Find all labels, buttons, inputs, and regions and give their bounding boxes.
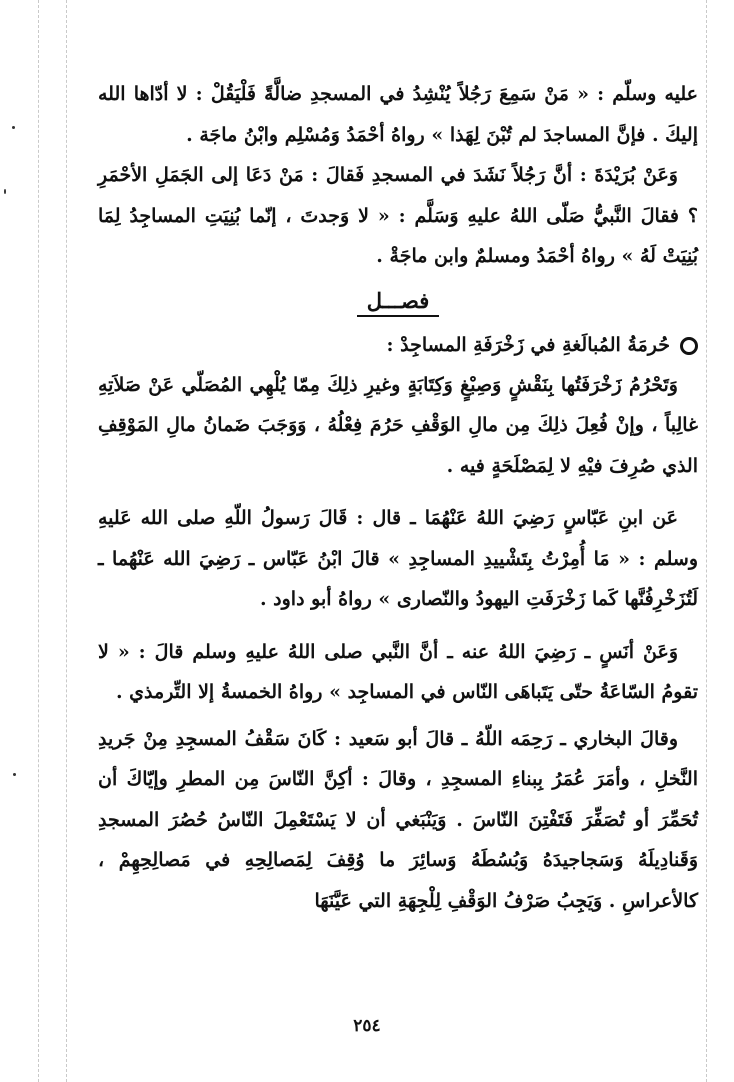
paragraph-hadith-buraydah: وَعَنْ بُرَيْدَةَ : أنَّ رَجُلاً نَشَدَ في المسجدِ فَقالَ : مَنْ دَعَا إلى الجَمَلِ الأحْمَرِ ؟ فقالَ النَّبيُّ صَلّى اللهُ عليهِ وَسَلَّم : « لا وَجدتَ ، إنّما بُنِيَتِ المساجِدُ لِمَا بُنِيَتْ لَهُ » رواهُ أحْمَدُ ومسلمٌ وابن ماجَةْ .: [98, 164, 698, 267]
paragraph-hadith-lost-item: عليه وسلّم : « مَنْ سَمِعَ رَجُلاً يُنْشِدُ في المسجدِ ضالَّةً فَلْيَقُلْ : لا أدّاها الله إليكَ . فإنَّ المساجدَ لم تُبْنَ لِهَذا » رواهُ أحْمَدُ وَمُسْلِم وابْنُ ماجَة .: [98, 83, 698, 146]
paragraph-hadith-ibn-abbas: عَن ابنِ عَبّاسٍ رَضِيَ اللهُ عَنْهُمَا ـ قال : قَالَ رَسولُ اللّهِ صلى الله عَليهِ وسلم : « مَا أُمِرْتُ بِتَشْييدِ المساجِدِ » قالَ ابْنُ عَبّاس ـ رَضِيَ الله عَنْهُما ـ لَتُزَخْرِفُنَّها كَما زَخْرَفَتِ اليهودُ والنّصارى » رواهُ أبو داود .: [98, 507, 698, 610]
paragraph-ruling-decoration: وَتَحْرُمُ زَخْرَفَتُها بِنَقْشٍ وَصِبْغٍ وَكِتَابَةٍ وغيرِ ذلِكَ مِمّا يُلْهِي المُصَلّي عَنْ صَلاَتِهِ غالِباً ، وإنْ فُعِلَ ذلِكَ مِن مالِ الوَقْفِ حَرُمَ فِعْلُهُ ، وَوَجَبَ ضَمانُ مالِ المَوْقِفِ الذي صُرِفَ فيْهِ لا لِمَصْلَحَةٍ فيه .: [98, 373, 698, 477]
margin-guide-line: [38, 0, 39, 1082]
section-heading: [98, 281, 698, 321]
paragraph-hadith-anas: وَعَنْ أنَسٍ ـ رَضِيَ اللهُ عنه ـ أنَّ النَّبي صلى اللهُ عليهِ وسلم قالَ : « لا تقومُ السّاعَةُ حتّى يَتَباهَى النّاس في المساجِد » رواهُ الخمسةُ إلا التِّرمذي .: [98, 640, 698, 703]
page-number: ٢٥٤: [353, 1016, 381, 1036]
scan-speck: [13, 773, 16, 776]
body-text: [98, 74, 698, 921]
paragraph-bukhari-narration: وقالَ البخاري ـ رَحِمَه اللّهُ ـ قالَ أبو سَعيد : كَانَ سَقْفُ المسجِدِ مِنْ جَريدِ النَّخلِ ، وأمَرَ عُمَرُ بِبناءِ المسجِدِ ، وقالَ : أكِنَّ النّاسَ مِن المطرِ وإيّاكَ أن تُحَمِّرَ أو تُصَفِّرَ فَتَفْتِنَ النّاسَ . وَيَنْبَغي أن لا يَسْتَعْمِلَ النّاسُ حُصُرَ المسجدِ وَقَنادِيلَهُ وَسَجاجيدَهُ وَبُسُطَهُ وَسائِرَ ما وُقِفَ لِمَصالِحِهِ في مَصالِحِهِمْ ، كالأعراسِ . وَيَجِبُ صَرْفُ الوَقْفِ لِلْجِهَةِ التي عَيَّنَهَا: [98, 727, 698, 912]
margin-guide-line: [66, 0, 67, 1082]
section-subtitle: [98, 325, 698, 365]
circle-bullet-icon: [680, 337, 698, 355]
scan-speck: [4, 189, 6, 194]
margin-guide-line: [706, 0, 707, 1082]
scan-speck: [12, 126, 15, 129]
section-subtitle-text: حُرمَةُ المُبالَغةِ في زَخْرَفَةِ المساجِدْ :: [386, 333, 670, 356]
section-heading-text: فصـــل: [357, 287, 440, 317]
